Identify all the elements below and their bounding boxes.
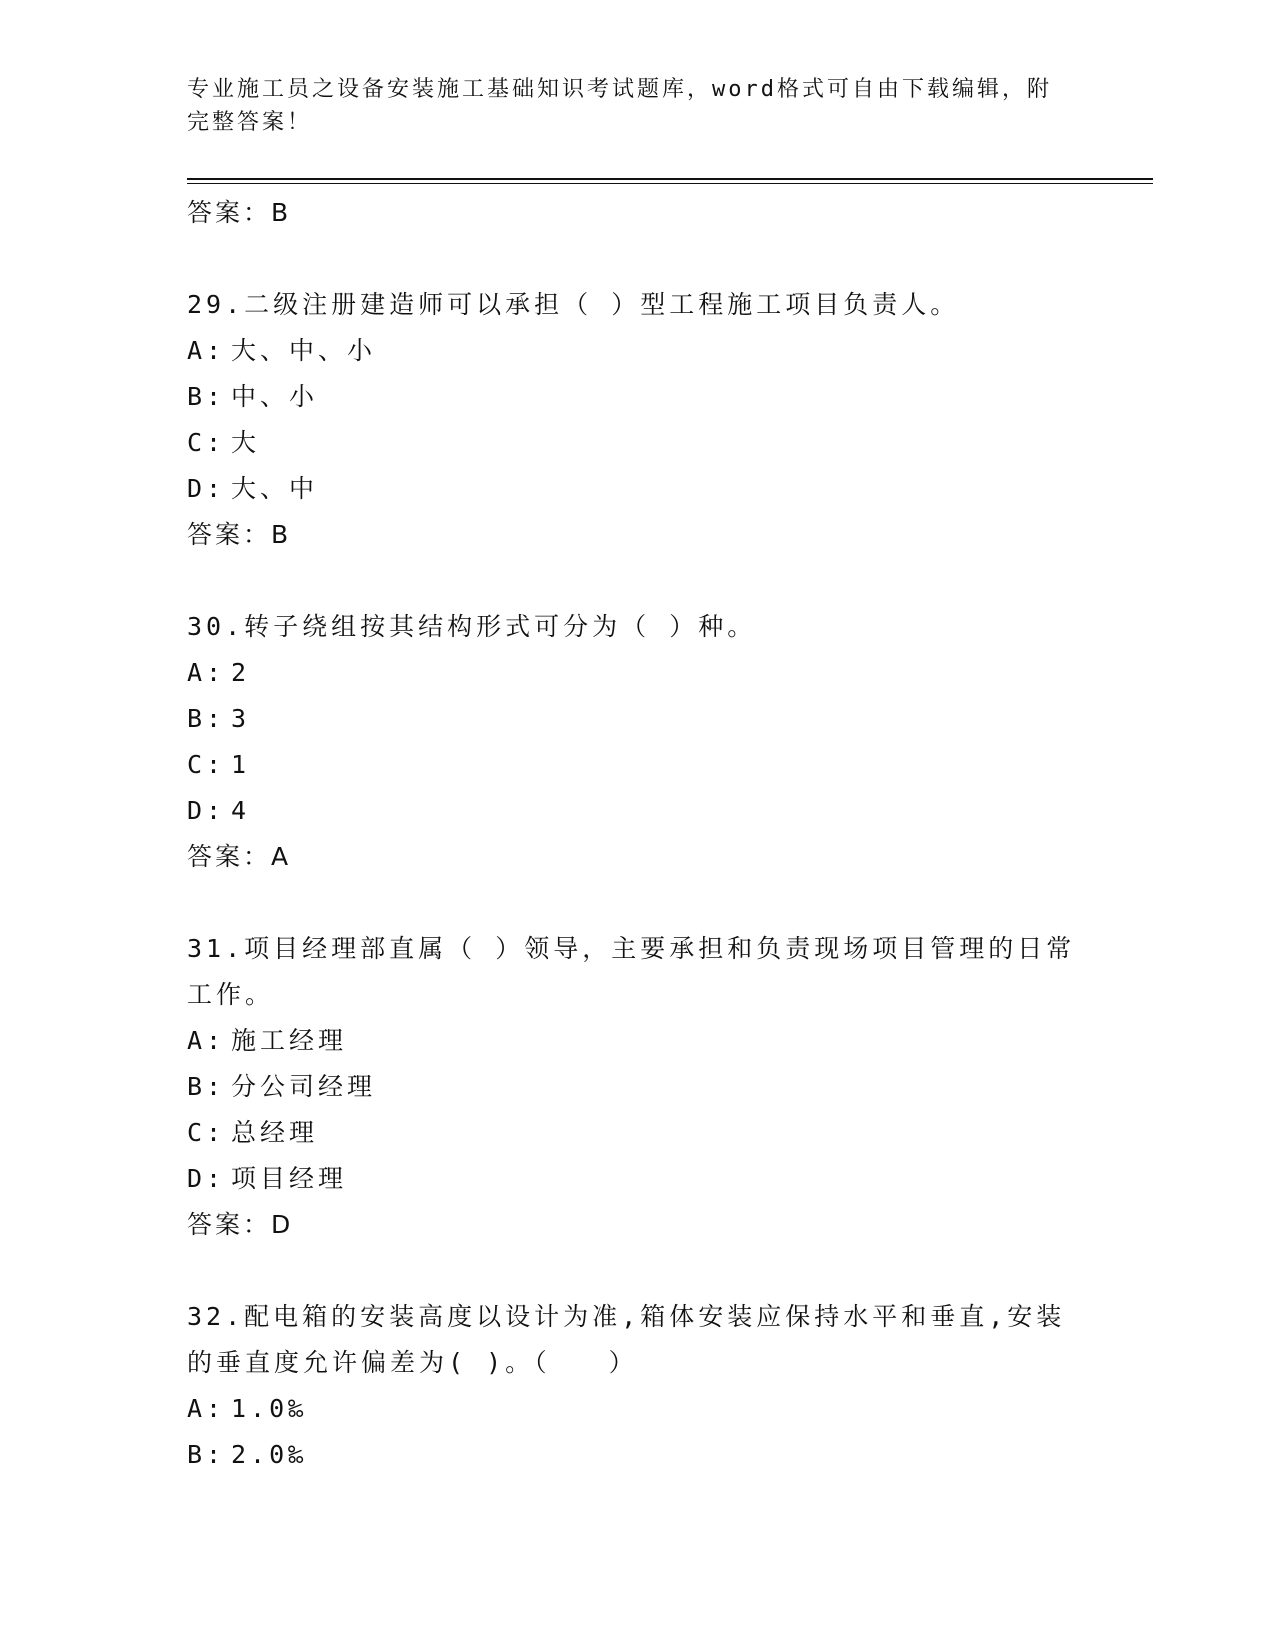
option-text: 2.0‰ <box>231 1440 308 1469</box>
option-a <box>187 1018 1087 1064</box>
question-text: 32.配电箱的安装高度以设计为准,箱体安装应保持水平和垂直,安装的垂直度允许偏差为( )。（ ） <box>187 1302 1066 1377</box>
option-text: 项目经理 <box>231 1164 348 1193</box>
option-letter: A: <box>187 1394 226 1423</box>
option-text: 中、小 <box>231 382 319 411</box>
option-letter: C: <box>187 428 226 457</box>
option-text: 1 <box>231 750 251 779</box>
spacer <box>187 880 1087 926</box>
option-letter: A: <box>187 336 226 365</box>
answer-line: 答案：B <box>187 198 292 227</box>
option-text: 分公司经理 <box>231 1072 377 1101</box>
option-text: 1.0‰ <box>231 1394 308 1423</box>
option-text: 大、中、小 <box>231 336 377 365</box>
question-text: 31.项目经理部直属（ ）领导，主要承担和负责现场项目管理的日常工作。 <box>187 934 1076 1009</box>
option-b <box>187 696 1087 742</box>
option-text: 大、中 <box>231 474 319 503</box>
option-letter: B: <box>187 382 226 411</box>
option-c <box>187 1110 1087 1156</box>
option-letter: C: <box>187 1118 226 1147</box>
option-a <box>187 328 1087 374</box>
option-a <box>187 650 1087 696</box>
option-d <box>187 788 1087 834</box>
option-b <box>187 1432 1087 1478</box>
option-letter: A: <box>187 1026 226 1055</box>
option-d <box>187 466 1087 512</box>
option-letter: C: <box>187 750 226 779</box>
option-a <box>187 1386 1087 1432</box>
question-text: 30.转子绕组按其结构形式可分为（ ）种。 <box>187 612 757 641</box>
option-c <box>187 420 1087 466</box>
option-letter: B: <box>187 704 226 733</box>
spacer <box>187 236 1087 282</box>
option-letter: D: <box>187 796 226 825</box>
option-text: 大 <box>231 428 261 457</box>
answer-line: 答案：D <box>187 1210 294 1239</box>
header-rule-thin <box>187 183 1153 184</box>
option-text: 3 <box>231 704 251 733</box>
option-letter: B: <box>187 1072 226 1101</box>
option-letter: D: <box>187 1164 226 1193</box>
option-b <box>187 1064 1087 1110</box>
option-text: 4 <box>231 796 251 825</box>
option-letter: B: <box>187 1440 226 1469</box>
option-b <box>187 374 1087 420</box>
answer-line: 答案：A <box>187 842 292 871</box>
option-letter: A: <box>187 658 226 687</box>
option-text: 施工经理 <box>231 1026 348 1055</box>
option-letter: D: <box>187 474 226 503</box>
spacer <box>187 558 1087 604</box>
option-text: 总经理 <box>231 1118 319 1147</box>
option-text: 2 <box>231 658 251 687</box>
document-header: 专业施工员之设备安装施工基础知识考试题库，word格式可自由下载编辑，附完整答案！ <box>187 77 1052 135</box>
question-text: 29.二级注册建造师可以承担（ ）型工程施工项目负责人。 <box>187 290 960 319</box>
option-c <box>187 742 1087 788</box>
header-rule-thick <box>187 178 1153 180</box>
answer-line: 答案：B <box>187 520 292 549</box>
option-d <box>187 1156 1087 1202</box>
spacer <box>187 1248 1087 1294</box>
question-list <box>187 190 1087 1478</box>
